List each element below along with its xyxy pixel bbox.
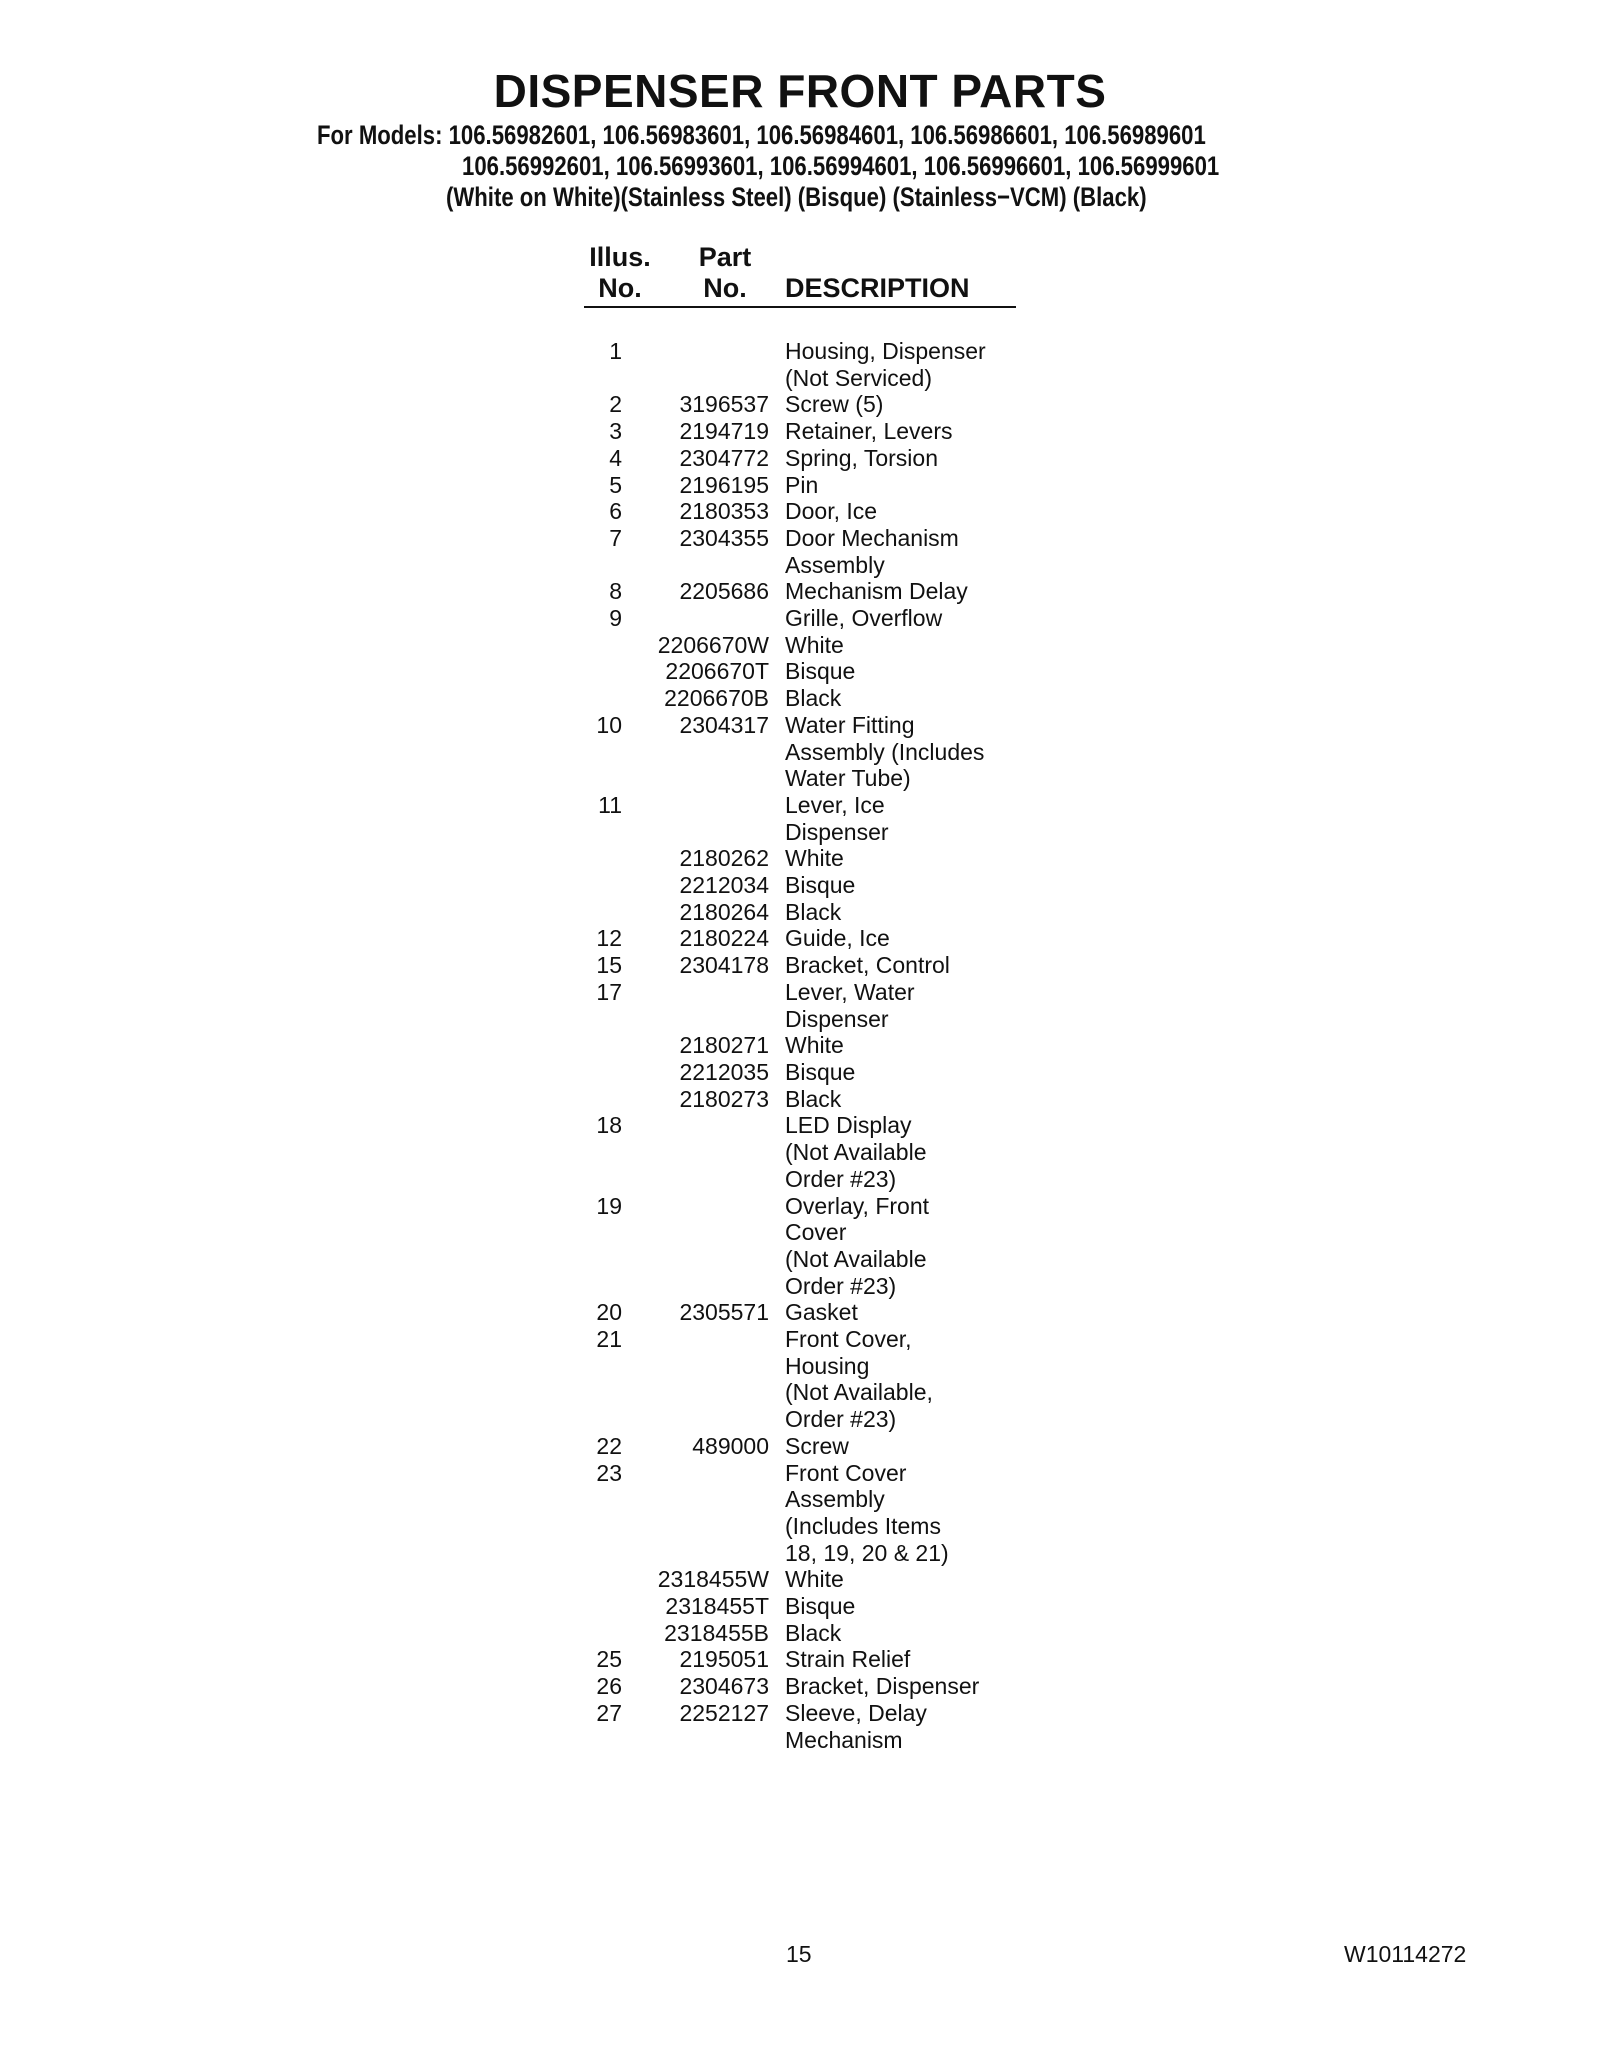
model-line-3: (White on White)(Stainless Steel) (Bisque) (Stainless−VCM) (Black) (446, 182, 1147, 212)
table-row (0, 712, 1600, 792)
part-description: Bisque (785, 1593, 856, 1620)
illus-number: 25 (596, 1646, 622, 1673)
part-number: 2252127 (679, 1699, 769, 1726)
part-description: Water Fitting Assembly (Includes Water Tube) (785, 711, 985, 792)
illus-number: 18 (596, 1112, 622, 1139)
table-row (0, 899, 1600, 926)
illus-number: 27 (596, 1699, 622, 1726)
part-number: 2304772 (679, 444, 769, 471)
table-row (0, 445, 1600, 472)
illus-number (0, 658, 622, 685)
part-number: 2212034 (679, 872, 769, 899)
table-row (0, 391, 1600, 418)
table-row (0, 872, 1600, 899)
illus-number: 3 (609, 418, 622, 445)
table-row (0, 1646, 1600, 1673)
illus-number: 1 (609, 338, 622, 364)
part-description: Bisque (785, 872, 856, 899)
table-row (0, 1326, 1600, 1433)
table-row (0, 1460, 1600, 1567)
part-description: Retainer, Levers (785, 418, 953, 445)
part-description: Lever, Water Dispenser (785, 978, 915, 1032)
part-description: Mechanism Delay (785, 578, 968, 605)
illus-number (0, 632, 622, 659)
part-description: Black (785, 1085, 842, 1112)
page-title: DISPENSER FRONT PARTS (493, 65, 1107, 117)
part-number: 2304317 (679, 711, 769, 738)
part-description: Bisque (785, 658, 856, 685)
part-number: 2206670T (665, 658, 769, 685)
table-row (0, 925, 1600, 952)
table-row (0, 979, 1600, 1032)
part-description: Screw (5) (785, 391, 884, 418)
header-illus-no-label: No. (598, 273, 642, 303)
illus-number (0, 1032, 622, 1059)
part-number: 2206670W (657, 631, 769, 658)
part-description: Strain Relief (785, 1646, 911, 1673)
part-number (622, 979, 769, 1032)
table-row (0, 1593, 1600, 1620)
part-number: 2180224 (679, 925, 769, 952)
model-line-2: 106.56992601, 106.56993601, 106.56994601, 106.56996601, 106.56999601 (462, 151, 1220, 181)
part-description: Guide, Ice (785, 925, 890, 952)
part-description: LED Display (Not Available Order #23) (785, 1112, 927, 1192)
illus-number: 10 (596, 711, 622, 738)
part-number: 2180273 (679, 1085, 769, 1112)
illus-number (0, 845, 622, 872)
part-description: Grille, Overflow (785, 605, 943, 632)
part-number: 2194719 (679, 418, 769, 445)
illus-number (0, 872, 622, 899)
illus-number: 5 (609, 471, 622, 498)
header-part-label: Part (698, 242, 752, 272)
part-number (622, 1460, 769, 1567)
illus-number: 19 (596, 1192, 622, 1219)
table-row (0, 1032, 1600, 1059)
part-description: White (785, 1566, 844, 1593)
part-number (622, 338, 769, 391)
table-row (0, 1299, 1600, 1326)
part-number: 2180264 (679, 898, 769, 925)
illus-number (0, 1593, 622, 1620)
part-number: 2212035 (679, 1058, 769, 1085)
part-description: White (785, 845, 844, 872)
table-row (0, 1566, 1600, 1593)
table-row (0, 952, 1600, 979)
illus-number: 7 (609, 524, 622, 551)
illus-number (0, 1620, 622, 1647)
part-description: Door Mechanism Assembly (785, 524, 959, 578)
part-number (622, 1112, 769, 1192)
parts-table (0, 338, 1600, 1753)
illus-number: 4 (609, 444, 622, 471)
part-number: 2195051 (679, 1646, 769, 1673)
illus-number (0, 1566, 622, 1593)
table-row (0, 472, 1600, 499)
part-number (622, 605, 769, 632)
part-number: 2305571 (679, 1299, 769, 1326)
header-part-no (680, 242, 770, 304)
table-row (0, 632, 1600, 659)
illus-number: 2 (609, 391, 622, 418)
page-number: 15 (786, 1941, 812, 1967)
model-line-1: For Models: 106.56982601, 106.56983601, 106.56984601, 106.56986601, 106.56989601 (317, 120, 1206, 150)
header-rule (584, 306, 1016, 308)
document-number: W10114272 (1344, 1941, 1467, 1967)
part-number: 2180271 (679, 1032, 769, 1059)
table-row (0, 338, 1600, 391)
table-row (0, 525, 1600, 578)
table-row (0, 1193, 1600, 1300)
part-description: Sleeve, Delay Mechanism (785, 1699, 927, 1753)
illus-number: 15 (596, 952, 622, 979)
part-description: White (785, 1032, 844, 1059)
part-description: Bracket, Dispenser (785, 1673, 980, 1700)
part-number (622, 792, 769, 845)
part-number: 3196537 (679, 391, 769, 418)
part-number (622, 1193, 769, 1300)
illus-number (0, 685, 622, 712)
part-number: 2318455T (665, 1593, 769, 1620)
table-row (0, 1059, 1600, 1086)
header-illus-no (585, 242, 655, 304)
part-description: Pin (785, 471, 819, 498)
part-number: 2180262 (679, 845, 769, 872)
table-row (0, 418, 1600, 445)
table-row (0, 605, 1600, 632)
table-row (0, 792, 1600, 845)
table-row (0, 685, 1600, 712)
header-illus-label: Illus. (589, 242, 651, 272)
part-number (622, 1326, 769, 1433)
part-description: Overlay, Front Cover (Not Available Order #23) (785, 1192, 929, 1299)
part-description: Black (785, 898, 842, 925)
illus-number: 6 (609, 498, 622, 525)
table-row (0, 1086, 1600, 1113)
illus-number (0, 899, 622, 926)
part-number: 2180353 (679, 498, 769, 525)
part-description: Housing, Dispenser (Not Serviced) (785, 338, 986, 391)
part-number: 2206670B (664, 685, 769, 712)
part-description: White (785, 631, 844, 658)
table-row (0, 1700, 1600, 1753)
part-description: Black (785, 1619, 842, 1646)
table-row (0, 1620, 1600, 1647)
table-row (0, 498, 1600, 525)
part-description: Gasket (785, 1299, 858, 1326)
part-number: 2318455W (657, 1566, 769, 1593)
part-description: Screw (785, 1432, 849, 1459)
table-row (0, 578, 1600, 605)
part-number: 2196195 (679, 471, 769, 498)
illus-number: 21 (596, 1326, 622, 1353)
table-row (0, 1112, 1600, 1192)
illus-number: 12 (596, 925, 622, 952)
part-number: 2304178 (679, 952, 769, 979)
illus-number: 8 (609, 578, 622, 605)
part-number: 2304355 (679, 524, 769, 551)
illus-number: 11 (598, 791, 622, 818)
part-description: Black (785, 685, 842, 712)
part-description: Lever, Ice Dispenser (785, 791, 889, 845)
part-description: Door, Ice (785, 498, 878, 525)
illus-number: 23 (596, 1459, 622, 1486)
part-description: Bracket, Control (785, 952, 950, 979)
header-description: DESCRIPTION (785, 273, 970, 303)
part-description: Bisque (785, 1058, 856, 1085)
header-part-no-label: No. (703, 273, 747, 303)
part-number: 2205686 (679, 578, 769, 605)
illus-number: 9 (609, 605, 622, 632)
part-number: 489000 (692, 1432, 769, 1459)
part-number: 2304673 (679, 1673, 769, 1700)
part-description: Front Cover, Housing (Not Available, Order #23) (785, 1326, 933, 1433)
illus-number: 22 (596, 1432, 622, 1459)
part-description: Spring, Torsion (785, 444, 938, 471)
part-description: Front Cover Assembly (Includes Items 18, 19, 20 & 21) (785, 1459, 949, 1566)
table-row (0, 658, 1600, 685)
table-row (0, 1673, 1600, 1700)
illus-number (0, 1086, 622, 1113)
illus-number (0, 1059, 622, 1086)
illus-number: 17 (596, 978, 622, 1005)
part-number: 2318455B (664, 1619, 769, 1646)
table-row (0, 845, 1600, 872)
table-row (0, 1433, 1600, 1460)
illus-number: 20 (596, 1299, 622, 1326)
illus-number: 26 (596, 1673, 622, 1700)
